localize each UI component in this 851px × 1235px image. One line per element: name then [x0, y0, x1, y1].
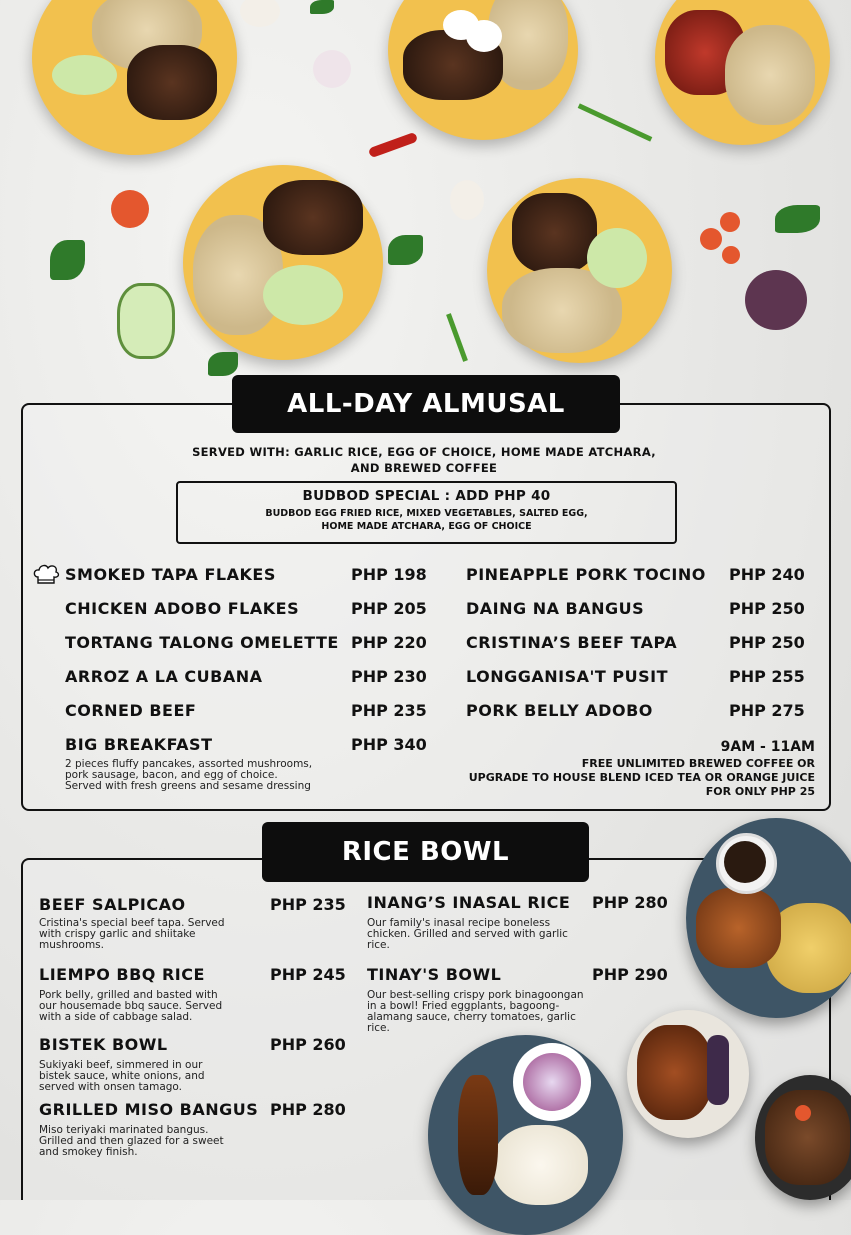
menu-item-price: PHP 260 [270, 1035, 346, 1054]
menu-item-desc: and smokey finish. [39, 1146, 138, 1158]
menu-item-price: PHP 275 [729, 701, 805, 720]
budbod-special-title: BUDBOD SPECIAL : ADD PHP 40 [302, 488, 551, 504]
menu-item-name: CHICKEN ADOBO FLAKES [65, 599, 300, 618]
big-breakfast-desc-line: pork sausage, bacon, and egg of choice. [65, 769, 278, 781]
menu-item-name: CORNED BEEF [65, 701, 197, 720]
menu-item-name: ARROZ A LA CUBANA [65, 667, 263, 686]
menu-item-desc: Pork belly, grilled and basted with [39, 989, 218, 1001]
coffee-note-line: FOR ONLY PHP 25 [705, 785, 815, 798]
food-plate-image [487, 178, 672, 363]
menu-item-price: PHP 240 [729, 565, 805, 584]
egg-image [450, 180, 484, 220]
menu-item-price: PHP 205 [351, 599, 427, 618]
menu-item-price: PHP 255 [729, 667, 805, 686]
menu-item-price: PHP 290 [592, 965, 668, 984]
menu-item-desc: Our best-selling crispy pork binagoongan [367, 989, 584, 1001]
chef-hat-icon [32, 563, 60, 587]
menu-item-desc: mushrooms. [39, 939, 104, 951]
menu-item-desc: alamang sauce, cherry tomatoes, garlic [367, 1011, 576, 1023]
chili-image [368, 132, 418, 158]
cucumber-image [117, 283, 175, 359]
herb-leaf-image [50, 240, 85, 280]
menu-item-name: TINAY'S BOWL [367, 965, 502, 984]
served-with-line-2: AND BREWED COFFEE [350, 461, 498, 475]
menu-item-desc: Our family's inasal recipe boneless [367, 917, 551, 929]
rice-bowl-photo [686, 818, 851, 1018]
food-plate-image [388, 0, 578, 140]
menu-item-name: BIG BREAKFAST [65, 735, 213, 754]
menu-item-price: PHP 340 [351, 735, 427, 754]
coffee-note-line: UPGRADE TO HOUSE BLEND ICED TEA OR ORANGE JUICE [468, 771, 815, 784]
rice-bowl-title: RICE BOWL [262, 822, 589, 882]
menu-item-name: GRILLED MISO BANGUS [39, 1100, 259, 1119]
menu-item-desc: rice. [367, 939, 390, 951]
hours-label: 9AM - 11AM [720, 739, 815, 755]
herb-leaf-image [775, 205, 820, 233]
egg-image [240, 0, 280, 27]
budbod-special-line-2: HOME MADE ATCHARA, EGG OF CHOICE [321, 521, 532, 532]
budbod-special-box [176, 481, 677, 544]
menu-item-price: PHP 235 [351, 701, 427, 720]
menu-item-name: LIEMPO BBQ RICE [39, 965, 205, 984]
menu-item-name: TORTANG TALONG OMELETTE [65, 633, 339, 652]
menu-item-name: DAING NA BANGUS [466, 599, 645, 618]
rice-bowl-photo [428, 1035, 623, 1235]
menu-item-price: PHP 280 [270, 1100, 346, 1119]
coffee-note-line: FREE UNLIMITED BREWED COFFEE OR [581, 757, 815, 770]
menu-item-desc: Sukiyaki beef, simmered in our [39, 1059, 203, 1071]
herb-leaf-image [208, 352, 238, 376]
rice-bowl-photo [627, 1010, 749, 1138]
tomato-image [722, 246, 740, 264]
menu-item-name: BEEF SALPICAO [39, 895, 186, 914]
tomato-image [700, 228, 722, 250]
menu-item-price: PHP 280 [592, 893, 668, 912]
big-breakfast-desc-line: Served with fresh greens and sesame dressing [65, 780, 311, 792]
food-plate-image [655, 0, 830, 145]
menu-item-price: PHP 235 [270, 895, 346, 914]
menu-item-price: PHP 250 [729, 633, 805, 652]
menu-item-price: PHP 220 [351, 633, 427, 652]
menu-item-desc: Cristina's special beef tapa. Served [39, 917, 225, 929]
served-with-line-1: SERVED WITH: GARLIC RICE, EGG OF CHOICE, HOME MADE ATCHARA, [192, 445, 656, 459]
tomato-image [111, 190, 149, 228]
menu-item-price: PHP 230 [351, 667, 427, 686]
herb-leaf-image [310, 0, 334, 14]
menu-item-desc: in a bowl! Fried eggplants, bagoong- [367, 1000, 560, 1012]
menu-item-name: BISTEK BOWL [39, 1035, 168, 1054]
menu-item-desc: bistek sauce, white onions, and [39, 1070, 205, 1082]
almusal-title: ALL-DAY ALMUSAL [232, 375, 620, 433]
menu-item-desc: with crispy garlic and shiitake [39, 928, 196, 940]
eggplant-image [745, 270, 807, 330]
menu-item-desc: Miso teriyaki marinated bangus. [39, 1124, 209, 1136]
menu-item-name: PORK BELLY ADOBO [466, 701, 653, 720]
menu-item-desc: Grilled and then glazed for a sweet [39, 1135, 224, 1147]
menu-item-desc: our housemade bbq sauce. Served [39, 1000, 223, 1012]
food-plate-image [32, 0, 237, 155]
green-bean-image [578, 103, 653, 141]
menu-item-price: PHP 198 [351, 565, 427, 584]
menu-item-name: SMOKED TAPA FLAKES [65, 565, 276, 584]
green-bean-image [446, 313, 468, 362]
menu-item-name: LONGGANISA'T PUSIT [466, 667, 669, 686]
menu-item-name: PINEAPPLE PORK TOCINO [466, 565, 706, 584]
menu-item-price: PHP 245 [270, 965, 346, 984]
food-plate-image [183, 165, 383, 360]
menu-item-desc: served with onsen tamago. [39, 1081, 182, 1093]
menu-item-desc: rice. [367, 1022, 390, 1034]
menu-item-name: INANG’S INASAL RICE [367, 893, 571, 912]
onion-image [313, 50, 351, 88]
herb-leaf-image [388, 235, 423, 265]
big-breakfast-desc-line: 2 pieces fluffy pancakes, assorted mushrooms, [65, 758, 313, 770]
tomato-image [720, 212, 740, 232]
menu-item-desc: with a side of cabbage salad. [39, 1011, 193, 1023]
menu-item-name: CRISTINA’S BEEF TAPA [466, 633, 678, 652]
budbod-special-line-1: BUDBOD EGG FRIED RICE, MIXED VEGETABLES, SALTED EGG, [265, 508, 588, 519]
menu-item-price: PHP 250 [729, 599, 805, 618]
menu-item-desc: chicken. Grilled and served with garlic [367, 928, 568, 940]
